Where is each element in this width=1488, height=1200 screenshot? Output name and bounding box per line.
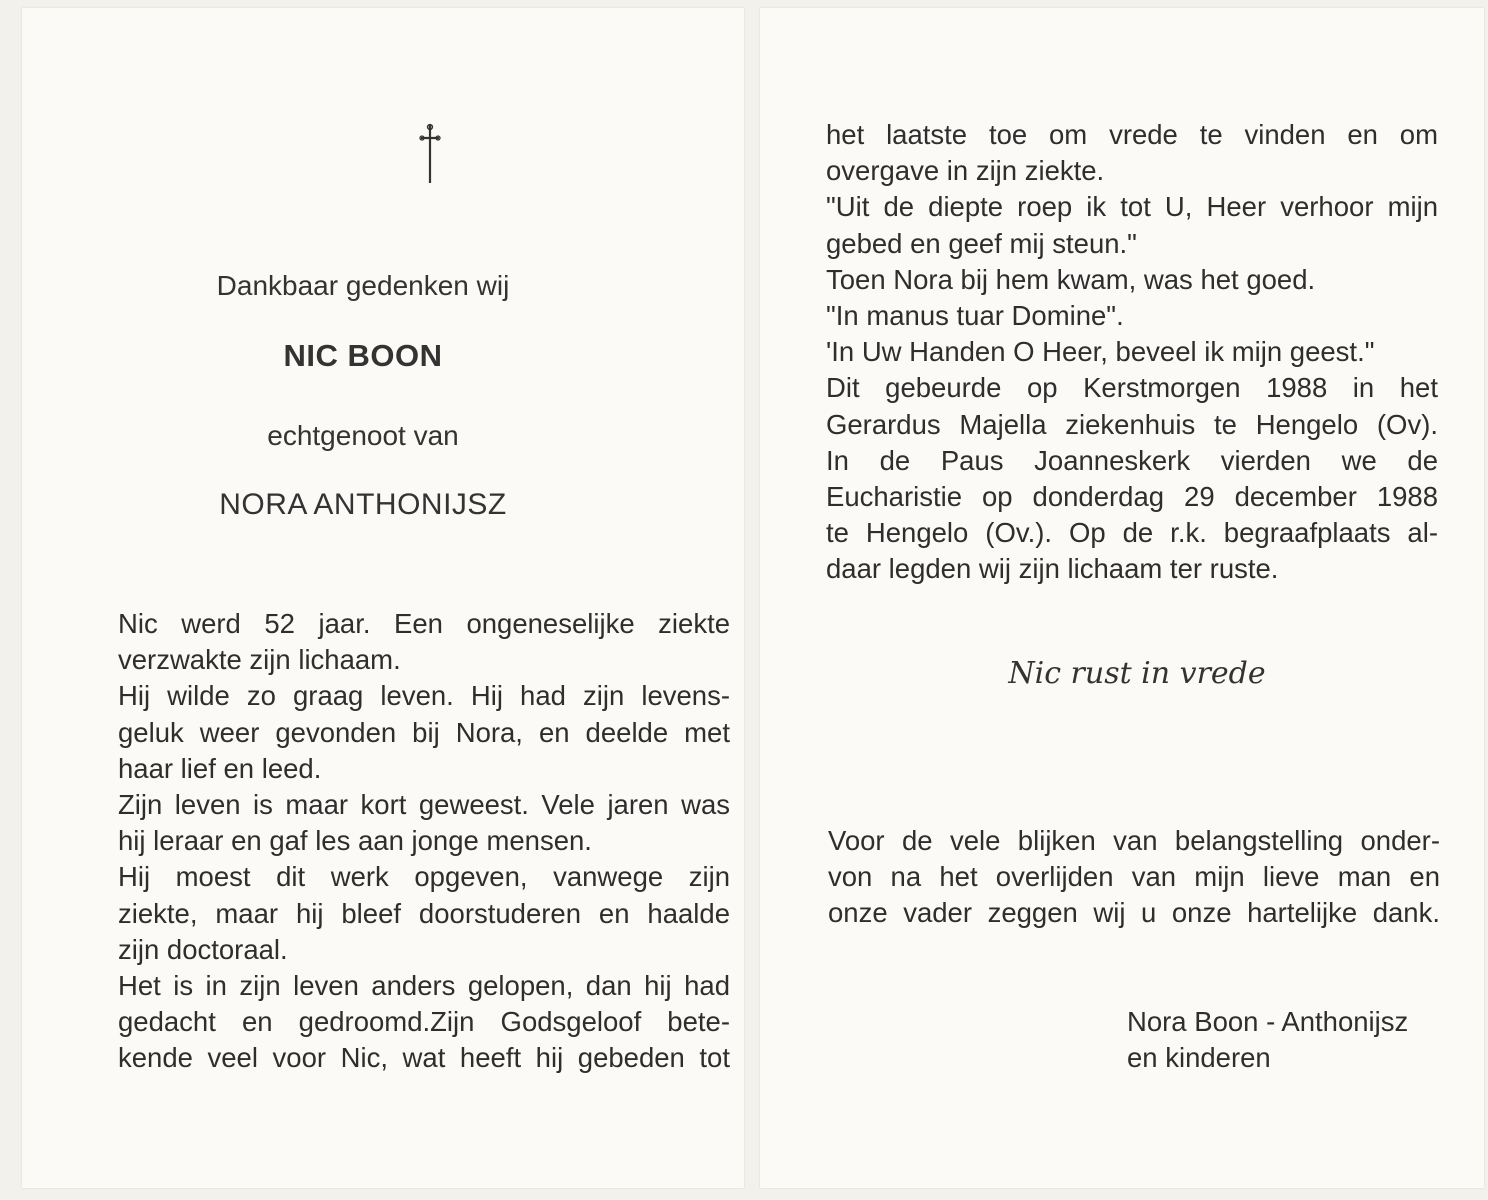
text-line: Hij moest dit werk opgeven, vanwege zijn <box>118 861 730 893</box>
text-line: von na het overlijden van mijn lieve man en <box>828 861 1440 893</box>
text-line: daar legden wij zijn lichaam ter ruste. <box>826 553 1279 585</box>
text-line: "Uit de diepte roep ik tot U, Heer verhoor mijn <box>826 191 1438 223</box>
text-line: het laatste toe om vrede te vinden en om <box>826 119 1438 150</box>
text-line: Zijn leven is maar kort geweest. Vele jaren was <box>118 789 730 821</box>
signature-family: en kinderen <box>1127 1042 1271 1073</box>
cross-icon <box>419 123 441 185</box>
heading-text: Dankbaar gedenken wij <box>216 270 510 301</box>
text-line: Nic werd 52 jaar. Een ongeneselijke ziekte <box>118 608 730 639</box>
text-line: ziekte, maar hij bleef doorstuderen en haalde <box>118 897 730 929</box>
text-line: Hij wilde zo graag leven. Hij had zijn levens- <box>118 680 730 712</box>
text-line: Eucharistie op donderdag 29 december 1988 <box>826 481 1438 513</box>
text-line: In de Paus Joanneskerk vierden we de <box>826 444 1438 476</box>
text-line: Toen Nora bij hem kwam, was het goed. <box>826 263 1316 295</box>
text-line: Gerardus Majella ziekenhuis te Hengelo (Ov). <box>826 408 1438 440</box>
text-line: overgave in zijn ziekte. <box>826 155 1105 187</box>
text-line: "In manus tuar Domine". <box>826 300 1124 332</box>
signature-name: Nora Boon - Anthonijsz <box>1127 1006 1409 1037</box>
text-line: 'In Uw Handen O Heer, beveel ik mijn geest." <box>826 336 1375 368</box>
text-line: hij leraar en gaf les aan jonge mensen. <box>118 825 592 857</box>
text-line: Het is in zijn leven anders gelopen, dan hij had <box>118 970 730 1002</box>
spouse-name: NORA ANTHONIJSZ <box>219 488 507 521</box>
text-line: gedacht en gedroomd.Zijn Godsgeloof bete- <box>118 1006 730 1038</box>
text-line: gebed en geef mij steun." <box>826 227 1137 259</box>
text-line: Dit gebeurde op Kerstmorgen 1988 in het <box>826 372 1438 404</box>
text-line: onze vader zeggen wij u onze hartelijke dank. <box>828 897 1440 929</box>
biography-text <box>118 606 730 1077</box>
funeral-text <box>826 117 1438 588</box>
thanks-text <box>828 823 1440 932</box>
deceased-name: NIC BOON <box>283 338 443 373</box>
signature-block <box>1127 1004 1408 1076</box>
text-line: Voor de vele blijken van belangstelling onder- <box>828 825 1440 856</box>
text-line: haar lief en leed. <box>118 752 322 784</box>
right-card-page <box>760 8 1484 1188</box>
spouse-label: echtgenoot van <box>267 420 459 451</box>
rest-in-peace-phrase: Nic rust in vrede <box>1008 656 1266 691</box>
text-line: zijn doctoraal. <box>118 933 288 965</box>
text-line: te Hengelo (Ov.). Op de r.k. begraafplaats al- <box>826 517 1438 549</box>
text-line: kende veel voor Nic, wat heeft hij gebeden tot <box>118 1042 730 1074</box>
left-card-page <box>22 8 744 1188</box>
text-line: geluk weer gevonden bij Nora, en deelde met <box>118 716 730 748</box>
text-line: verzwakte zijn lichaam. <box>118 644 401 676</box>
